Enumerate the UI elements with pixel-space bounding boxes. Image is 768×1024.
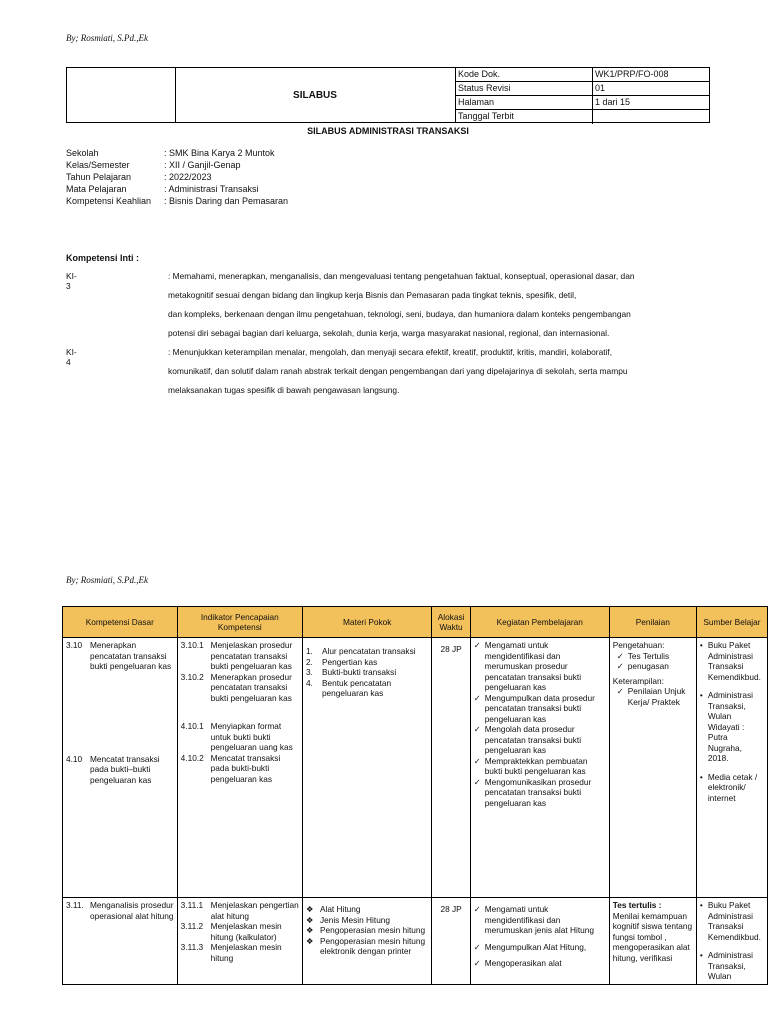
list-text: Bentuk pencatatan pengeluaran kas xyxy=(321,677,392,698)
ki-line: komunikatif, dan solutif dalam ranah abstrak terkait dengan pengembangan dari yang dipelajarinya di sekolah, serta mampu xyxy=(168,366,628,376)
kd-item xyxy=(66,900,174,921)
diamond-bullet-icon: ❖ xyxy=(305,904,314,914)
list-item xyxy=(306,678,429,699)
indicator-number: 3.11.2 xyxy=(180,921,204,931)
bullet-icon: • xyxy=(699,771,703,782)
cell-penilaian xyxy=(609,898,696,985)
check-icon: ✓ xyxy=(473,941,481,952)
info-value: : Bisnis Daring dan Pemasaran xyxy=(164,196,289,206)
cell-sumber xyxy=(696,898,767,985)
indicator-item xyxy=(181,672,299,704)
indicator-number: 4.10.1 xyxy=(180,721,204,731)
col-header: Sumber Belajar xyxy=(696,607,767,638)
kd-text: Menerapkan pencatatan transaksi bukti pengeluaran kas xyxy=(90,640,172,671)
list-text: Pengertian kas xyxy=(321,656,378,667)
meta-value: WK1/PRP/FO-008 xyxy=(595,69,669,79)
document-title: SILABUS ADMINISTRASI TRANSAKSI xyxy=(307,126,469,136)
list-item xyxy=(700,900,764,942)
list-item xyxy=(617,661,693,672)
list-text: Media cetak / elektronik/ internet xyxy=(707,771,758,803)
list-item xyxy=(474,640,606,693)
meta-value: 1 dari 15 xyxy=(595,97,631,107)
bullet-icon: • xyxy=(699,690,703,700)
list-text: Alat Hitung xyxy=(319,904,361,914)
check-icon: ✓ xyxy=(473,755,481,766)
info-row xyxy=(66,147,288,159)
indicator-item xyxy=(181,921,299,942)
list-item xyxy=(306,657,429,668)
assessment-heading: Tes tertulis : xyxy=(612,900,662,910)
list-item xyxy=(617,686,693,707)
list-text: Administrasi Transaksi, Wulan Widayati : Putra Nugraha, 2018. xyxy=(707,690,754,763)
list-item xyxy=(474,777,606,809)
indicator-item xyxy=(181,753,299,785)
check-icon: ✓ xyxy=(473,958,481,968)
kd-item xyxy=(66,754,174,786)
cell-kompetensi-dasar xyxy=(63,898,178,985)
ki-line: dan kompleks, berkenaan dengan ilmu pengetahuan, teknologi, seni, budaya, dan humaniora dalam konteks pengembangan xyxy=(168,309,631,319)
kd-number: 4.10 xyxy=(66,753,83,764)
indicator-item xyxy=(181,640,299,672)
info-key: Tahun Pelajaran xyxy=(66,172,132,182)
check-icon: ✓ xyxy=(616,686,624,696)
ki-heading: Kompetensi Inti : xyxy=(66,253,140,263)
check-icon: ✓ xyxy=(473,904,481,914)
meta-key: Halaman xyxy=(456,96,593,109)
list-text: Administrasi Transaksi, Wulan xyxy=(707,950,754,981)
check-icon: ✓ xyxy=(473,776,481,787)
col-header: Indikator Pencapaian Kompetensi xyxy=(177,607,302,638)
info-key: Mata Pelajaran xyxy=(66,184,127,194)
check-icon: ✓ xyxy=(473,724,481,734)
header-title: SILABUS xyxy=(175,68,456,122)
indicator-text: Menerapkan prosedur pencatatan transaksi bukti pengeluaran kas xyxy=(210,671,292,703)
info-row xyxy=(66,183,288,195)
indicator-number: 3.10.1 xyxy=(180,640,204,650)
list-item xyxy=(474,756,606,777)
info-value: : SMK Bina Karya 2 Muntok xyxy=(164,148,275,158)
list-item xyxy=(474,724,606,756)
indicator-item xyxy=(181,721,299,753)
col-header: Kompetensi Dasar xyxy=(63,607,178,638)
info-value: : XII / Ganjil-Genap xyxy=(164,160,241,170)
list-item xyxy=(306,667,429,678)
bullet-icon: • xyxy=(699,950,703,960)
diamond-bullet-icon: ❖ xyxy=(305,914,314,925)
info-row xyxy=(66,195,288,207)
list-number: 3. xyxy=(305,667,313,677)
bullet-icon: • xyxy=(699,640,703,650)
cell-indikator xyxy=(177,898,302,985)
list-item xyxy=(474,942,606,953)
kd-number: 3.10 xyxy=(66,640,83,650)
list-text: Jenis Mesin Hitung xyxy=(319,914,391,925)
cell-kegiatan xyxy=(470,898,609,985)
indicator-number: 3.11.1 xyxy=(180,900,204,910)
list-number: 1. xyxy=(305,646,313,656)
author-credit-bottom: By; Rosmiati, S.Pd.,Ek xyxy=(66,575,148,585)
meta-value: 01 xyxy=(595,83,606,93)
list-item xyxy=(700,950,764,982)
indicator-text: Menyiapkan format untuk bukti bukti pengeluaran uang kas xyxy=(210,721,293,752)
list-text: penugasan xyxy=(627,661,669,671)
list-text: Pengoperasian mesin hitung elektronik dengan printer xyxy=(319,935,426,956)
ki-line: : Menunjukkan keterampilan menalar, mengolah, dan menyaji secara efektif, kreatif, produktif, kritis, mandiri, kolaboratif, xyxy=(168,347,613,357)
list-item xyxy=(700,640,764,682)
list-text: Mengamati untuk mengidentifikasi dan merumuskan jenis alat Hitung xyxy=(484,904,594,935)
info-key: Sekolah xyxy=(66,148,99,158)
check-icon: ✓ xyxy=(473,640,481,650)
ki-line: potensi diri sebagai bagian dari keluarga, sekolah, dunia kerja, warga masyarakat nasional, regional, dan internasional. xyxy=(168,328,610,338)
list-text: Tes Tertulis xyxy=(627,650,670,661)
check-icon: ✓ xyxy=(616,650,624,661)
assessment-heading: Pengetahuan: xyxy=(612,640,665,650)
indicator-text: Menjelaskan mesin hitung (kalkulator) xyxy=(210,921,282,942)
table-row xyxy=(63,638,768,898)
cell-kegiatan xyxy=(470,638,609,898)
kd-item xyxy=(66,640,174,672)
list-item xyxy=(617,651,693,662)
list-item xyxy=(700,772,764,804)
list-text: Mengolah data prosedur pencatatan transaksi bukti pengeluaran kas xyxy=(484,724,582,755)
indicator-text: Menjelaskan prosedur pencatatan transaksi bukti pengeluaran kas xyxy=(210,640,293,671)
meta-row xyxy=(456,96,710,110)
meta-row xyxy=(456,68,710,82)
cell-penilaian xyxy=(609,638,696,898)
assessment-text: Menilai kemampuan kognitif siswa tentang fungsi tombol , mengoperasikan alat hitung, verifikasi xyxy=(612,910,693,963)
cell-sumber xyxy=(696,638,767,898)
ki-line: metakognitif sesuai dengan bidang dan lingkup kerja Bisnis dan Pemasaran pada tingkat teknis, spesifik, detil, xyxy=(168,290,577,300)
ki-line: melaksanakan tugas spesifik di bawah pengawasan langsung. xyxy=(168,385,400,395)
cell-materi-pokok xyxy=(302,638,432,898)
kd-text: Menganalisis prosedur operasional alat hitung xyxy=(90,900,174,921)
col-header: Alokasi Waktu xyxy=(432,607,470,638)
bullet-icon: • xyxy=(699,900,703,910)
info-row xyxy=(66,159,288,171)
diamond-bullet-icon: ❖ xyxy=(305,935,314,946)
list-item xyxy=(306,936,429,957)
list-number: 2. xyxy=(305,656,313,667)
info-row xyxy=(66,171,288,183)
kd-text: Mencatat transaksi pada bukti–bukti pengeluaran kas xyxy=(90,753,160,785)
list-number: 4. xyxy=(305,677,313,688)
meta-key: Kode Dok. xyxy=(456,68,593,81)
list-text: Buku Paket Administrasi Transaksi Kemendikbud. xyxy=(707,900,761,942)
list-text: Alur pencatatan transaksi xyxy=(321,646,416,656)
meta-value xyxy=(593,110,710,124)
list-text: Buku Paket Administrasi Transaksi Kemendikbud. xyxy=(707,640,761,682)
info-key: Kelas/Semester xyxy=(66,160,130,170)
document-header-table xyxy=(66,67,710,123)
meta-row xyxy=(456,110,710,124)
cell-indikator xyxy=(177,638,302,898)
indicator-number: 3.10.2 xyxy=(180,671,204,682)
assessment-heading: Keterampilan: xyxy=(612,675,664,686)
cell-alokasi: 28 JP xyxy=(432,638,470,898)
list-item xyxy=(306,646,429,657)
info-value: : 2022/2023 xyxy=(164,172,212,182)
info-value: : Administrasi Transaksi xyxy=(164,184,259,194)
indicator-number: 3.11.3 xyxy=(180,942,204,952)
list-text: Mengomunikasikan prosedur pencatatan transaksi bukti pengeluaran kas xyxy=(484,776,592,808)
syllabus-table xyxy=(62,606,768,985)
indicator-item xyxy=(181,900,299,921)
list-text: Bukti-bukti transaksi xyxy=(321,667,397,677)
author-credit-top: By; Rosmiati, S.Pd.,Ek xyxy=(66,33,148,43)
ki-line: : Memahami, menerapkan, menganalisis, dan mengevaluasi tentang pengetahuan faktual, konseptual, operasional dasar, dan xyxy=(168,271,635,281)
list-text: Penilaian Unjuk Kerja/ Praktek xyxy=(627,686,686,707)
meta-key: Status Revisi xyxy=(456,82,593,95)
list-item xyxy=(474,693,606,725)
table-row xyxy=(63,898,768,985)
list-item xyxy=(306,925,429,936)
diamond-bullet-icon: ❖ xyxy=(305,925,314,935)
list-item xyxy=(306,904,429,915)
indicator-item xyxy=(181,942,299,963)
cell-alokasi: 28 JP xyxy=(432,898,470,985)
ki-code: KI-3 xyxy=(66,271,77,291)
list-text: Mengamati untuk mengidentifikasi dan merumuskan prosedur pencatatan transaksi bukti pengeluaran kas xyxy=(484,640,582,692)
list-text: Mengoperasikan alat xyxy=(484,958,562,968)
indicator-text: Menjelaskan mesin hitung xyxy=(210,942,282,963)
col-header: Penilaian xyxy=(609,607,696,638)
cell-kompetensi-dasar xyxy=(63,638,178,898)
indicator-text: Mencatat transaksi pada bukti-bukti pengeluaran kas xyxy=(210,752,281,784)
list-item xyxy=(474,958,606,969)
cell-materi-pokok xyxy=(302,898,432,985)
list-item xyxy=(700,690,764,764)
list-text: Mempraktekkan pembuatan bukti bukti pengeluaran kas xyxy=(484,755,588,776)
check-icon: ✓ xyxy=(616,661,624,671)
meta-row xyxy=(456,82,710,96)
list-text: Mengumpulkan Alat Hitung, xyxy=(484,941,587,952)
ki-code: KI-4 xyxy=(66,347,77,367)
list-item xyxy=(474,904,606,936)
logo-cell xyxy=(67,68,176,122)
course-info xyxy=(66,147,288,207)
table-header-row xyxy=(63,607,768,638)
list-item xyxy=(306,915,429,926)
check-icon: ✓ xyxy=(473,692,481,703)
indicator-number: 4.10.2 xyxy=(180,752,204,763)
list-text: Mengumpulkan data prosedur pencatatan transaksi bukti pengeluaran kas xyxy=(484,692,595,724)
col-header: Materi Pokok xyxy=(302,607,432,638)
kd-number: 3.11. xyxy=(66,900,84,910)
info-key: Kompetensi Keahlian xyxy=(66,196,152,206)
list-text: Pengoperasian mesin hitung xyxy=(319,925,426,935)
meta-key: Tanggal Terbit xyxy=(456,110,593,124)
document-meta xyxy=(456,68,710,122)
col-header: Kegiatan Pembelajaran xyxy=(470,607,609,638)
indicator-text: Menjelaskan pengertian alat hitung xyxy=(210,900,299,921)
